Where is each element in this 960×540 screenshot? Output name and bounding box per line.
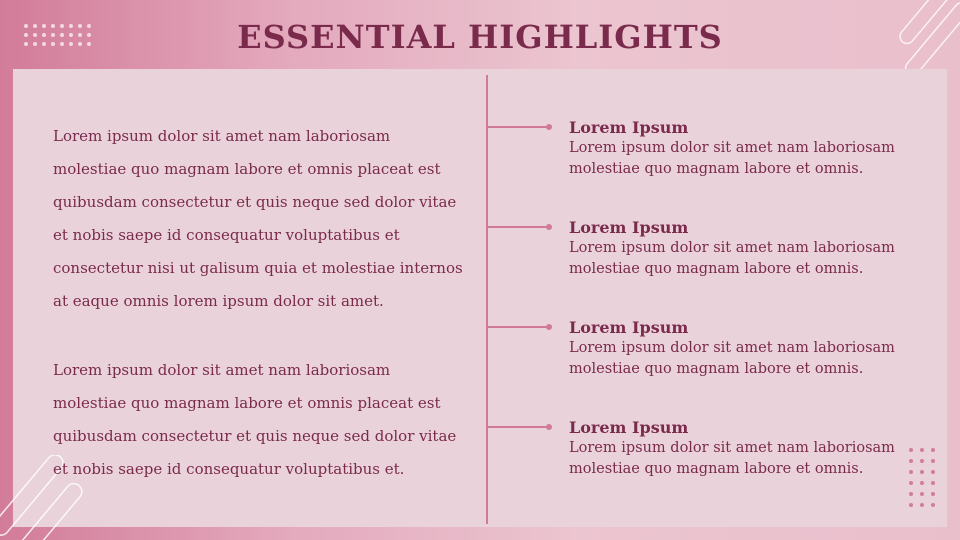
highlight-text: Lorem ipsum dolor sit amet nam laboriosam molestiae quo magnam labore et omnis. <box>569 240 895 277</box>
left-paragraph-2: Lorem ipsum dolor sit amet nam laboriosam molestiae quo magnam labore et omnis placeat est quibusdam consectetur et quis neque sed dolor vitae et nobis saepe id consequatur voluptatibus et. <box>53 361 457 478</box>
timeline-connector-2 <box>487 226 549 228</box>
highlight-item <box>569 318 929 380</box>
timeline-connector-4 <box>487 426 549 428</box>
highlight-item <box>569 218 929 280</box>
highlight-item <box>569 418 929 480</box>
highlight-text: Lorem ipsum dolor sit amet nam laboriosam molestiae quo magnam labore et omnis. <box>569 340 895 377</box>
timeline-connector-1 <box>487 126 549 128</box>
highlight-item <box>569 118 929 180</box>
highlight-title: Lorem Ipsum <box>569 218 689 237</box>
highlight-title: Lorem Ipsum <box>569 418 689 437</box>
timeline-line <box>486 75 488 524</box>
highlight-text: Lorem ipsum dolor sit amet nam laboriosam molestiae quo magnam labore et omnis. <box>569 140 895 177</box>
highlight-text: Lorem ipsum dolor sit amet nam laboriosam molestiae quo magnam labore et omnis. <box>569 440 895 477</box>
timeline-connector-3 <box>487 326 549 328</box>
slide-title: ESSENTIAL HIGHLIGHTS <box>237 18 723 56</box>
highlight-title: Lorem Ipsum <box>569 118 689 137</box>
left-paragraph-1: Lorem ipsum dolor sit amet nam laboriosam molestiae quo magnam labore et omnis placeat est quibusdam consectetur et quis neque sed dolor vitae et nobis saepe id consequatur voluptatibus et consectetur nisi ut galisum quia et molestiae internos at eaque omnis lorem ipsum dolor sit amet. <box>53 127 463 310</box>
highlight-title: Lorem Ipsum <box>569 318 689 337</box>
left-text-column <box>53 120 463 522</box>
